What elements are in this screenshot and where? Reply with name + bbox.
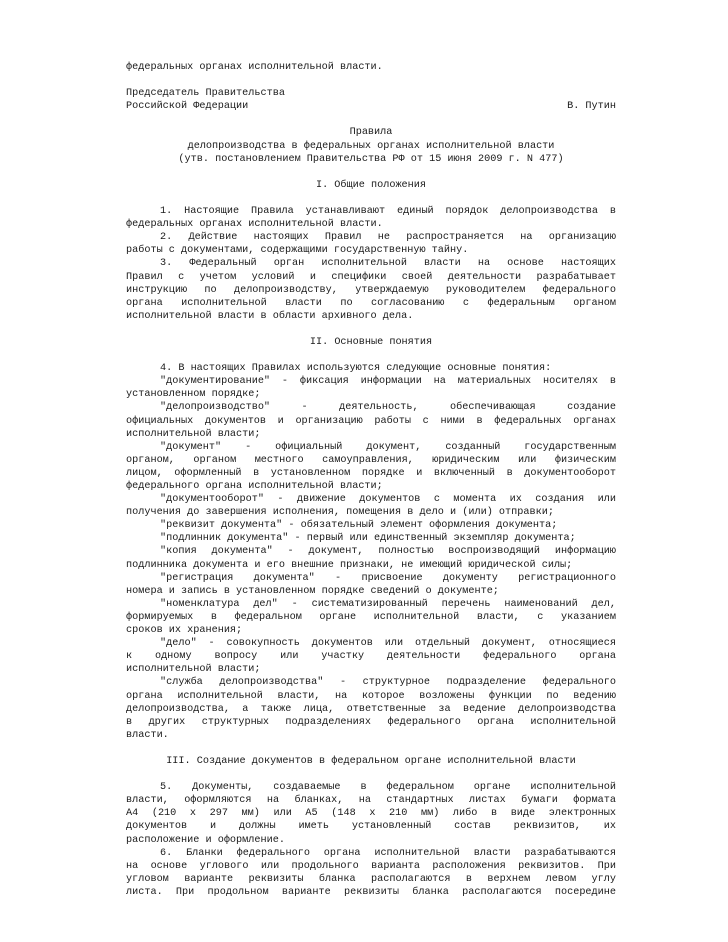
text-line: федерального органа исполнительной власти; <box>126 481 383 492</box>
text-line: исполнительной власти; <box>126 428 261 440</box>
text-line: установленном порядке; <box>126 389 261 401</box>
text-line: 1. Настоящие Правила устанавливают единый порядок делопроизводства в <box>160 206 616 218</box>
text-line: органа исполнительной власти по согласованию с федеральным органом <box>126 297 616 309</box>
text-line: "документирование" - фиксация информации на материальных носителях в <box>160 376 616 388</box>
spacer <box>126 742 616 755</box>
text-line: на основе углового или продольного варианта расположения реквизитов. При <box>126 860 616 872</box>
text-line: лицом, оформленный в установленном порядке и включенный в документооборот <box>126 467 616 479</box>
section-1-title: I. Общие положения <box>315 179 427 191</box>
spacer <box>126 74 616 87</box>
text-line: "копия документа" - документ, полностью воспроизводящий информацию <box>160 546 616 558</box>
text-line: исполнительной власти в области архивного дела. <box>126 310 414 322</box>
signer-title-line-2: Российской Федерации <box>126 101 249 113</box>
text-line: расположение и оформление. <box>126 834 285 846</box>
text-line: к одному вопросу или участку деятельности федерального органа <box>126 651 616 663</box>
section-3-title: III. Создание документов в федеральном органе исполнительной власти <box>166 755 576 767</box>
text-line: федеральных органах исполнительной власти. <box>126 219 383 231</box>
spacer <box>126 768 616 781</box>
section-2-body <box>126 362 616 742</box>
spacer <box>126 349 616 362</box>
section-1-body <box>126 205 616 323</box>
section-3-body <box>126 781 616 899</box>
text-line: "служба делопроизводства" - структурное подразделение федерального <box>160 677 616 689</box>
text-line: 5. Документы, создаваемые в федеральном органе исполнительной <box>160 782 616 794</box>
document-page <box>126 61 616 899</box>
spacer <box>126 113 616 126</box>
text-line: формируемых в федеральном органе исполнительной власти, с указанием <box>126 611 616 623</box>
text-line: 2. Действие настоящих Правил не распространяется на организацию <box>160 232 616 244</box>
text-line: Правил с учетом условий и специфики своей деятельности разрабатывает <box>126 271 616 283</box>
text-line: исполнительной власти; <box>126 664 261 676</box>
signer-name: В. Путин <box>567 101 616 113</box>
text-line: "реквизит документа" - обязательный элемент оформления документа; <box>160 520 558 532</box>
text-line: документов и должны иметь установленный состав реквизитов, их <box>126 821 616 833</box>
text-line: 6. Бланки федерального органа исполнительной власти разрабатываются <box>160 847 616 859</box>
spacer <box>126 323 616 336</box>
signature-row <box>126 100 616 113</box>
text-line: официальных документов и организацию работы с ними в федеральных органах <box>126 415 616 427</box>
text-line: органа исполнительной власти, на которое возложены функции по ведению <box>126 690 616 702</box>
spacer <box>126 166 616 179</box>
text-line: "номенклатура дел" - систематизированный перечень наименований дел, <box>160 598 616 610</box>
rules-subtitle: делопроизводства в федеральных органах исполнительной власти <box>187 140 555 152</box>
text-line: власти, оформляются на бланках, на стандартных листах бумаги формата <box>126 795 616 807</box>
section-2-title: II. Основные понятия <box>309 336 433 348</box>
rules-approval: (утв. постановлением Правительства РФ от 15 июня 2009 г. N 477) <box>178 153 564 165</box>
text-line: работы с документами, содержащими государственную тайну. <box>126 245 469 257</box>
text-line: в других структурных подразделениях федерального органа исполнительной <box>126 716 616 728</box>
text-line: "дело" - совокупность документов или отдельный документ, относящиеся <box>160 638 616 650</box>
text-line: номера и запись в установленном порядке сведений о документе; <box>126 585 499 597</box>
text-line: "подлинник документа" - первый или единственный экземпляр документа; <box>160 533 576 545</box>
text-line: 3. Федеральный орган исполнительной власти на основе настоящих <box>160 258 616 270</box>
text-line: листа. При продольном варианте реквизиты бланка располагаются посередине <box>126 886 616 898</box>
spacer <box>126 192 616 205</box>
text-line: делопроизводства, а также лица, ответственные за ведение делопроизводства <box>126 703 616 715</box>
rules-title: Правила <box>349 127 393 139</box>
text-line: угловом варианте реквизиты бланка располагаются в верхнем левом углу <box>126 873 616 885</box>
text-line: сроков их хранения; <box>126 625 243 637</box>
text-line: подлинника документа и его внешние признаки, не имеющий юридической силы; <box>126 559 573 571</box>
text-line: "документ" - официальный документ, созданный государственным <box>160 441 616 453</box>
intro-line: федеральных органах исполнительной власти. <box>126 62 383 73</box>
text-line: получения до завершения исполнения, помещения в дело и (или) отправки; <box>126 507 554 519</box>
text-line: власти. <box>126 729 169 741</box>
text-line: "документооборот" - движение документов с момента их создания или <box>160 494 616 506</box>
text-line: А4 (210 x 297 мм) или А5 (148 x 210 мм) либо в виде электронных <box>126 808 616 820</box>
signer-title-line-1: Председатель Правительства <box>126 88 285 100</box>
text-line: "делопроизводство" - деятельность, обеспечивающая создание <box>160 402 616 414</box>
text-line: органом, органом местного самоуправления, юридическим или физическим <box>126 454 616 466</box>
text-line: "регистрация документа" - присвоение документу регистрационного <box>160 572 616 584</box>
text-line: 4. В настоящих Правилах используются следующие основные понятия: <box>160 363 552 375</box>
text-line: инструкцию по делопроизводству, утверждаемую руководителем федерального <box>126 284 616 296</box>
